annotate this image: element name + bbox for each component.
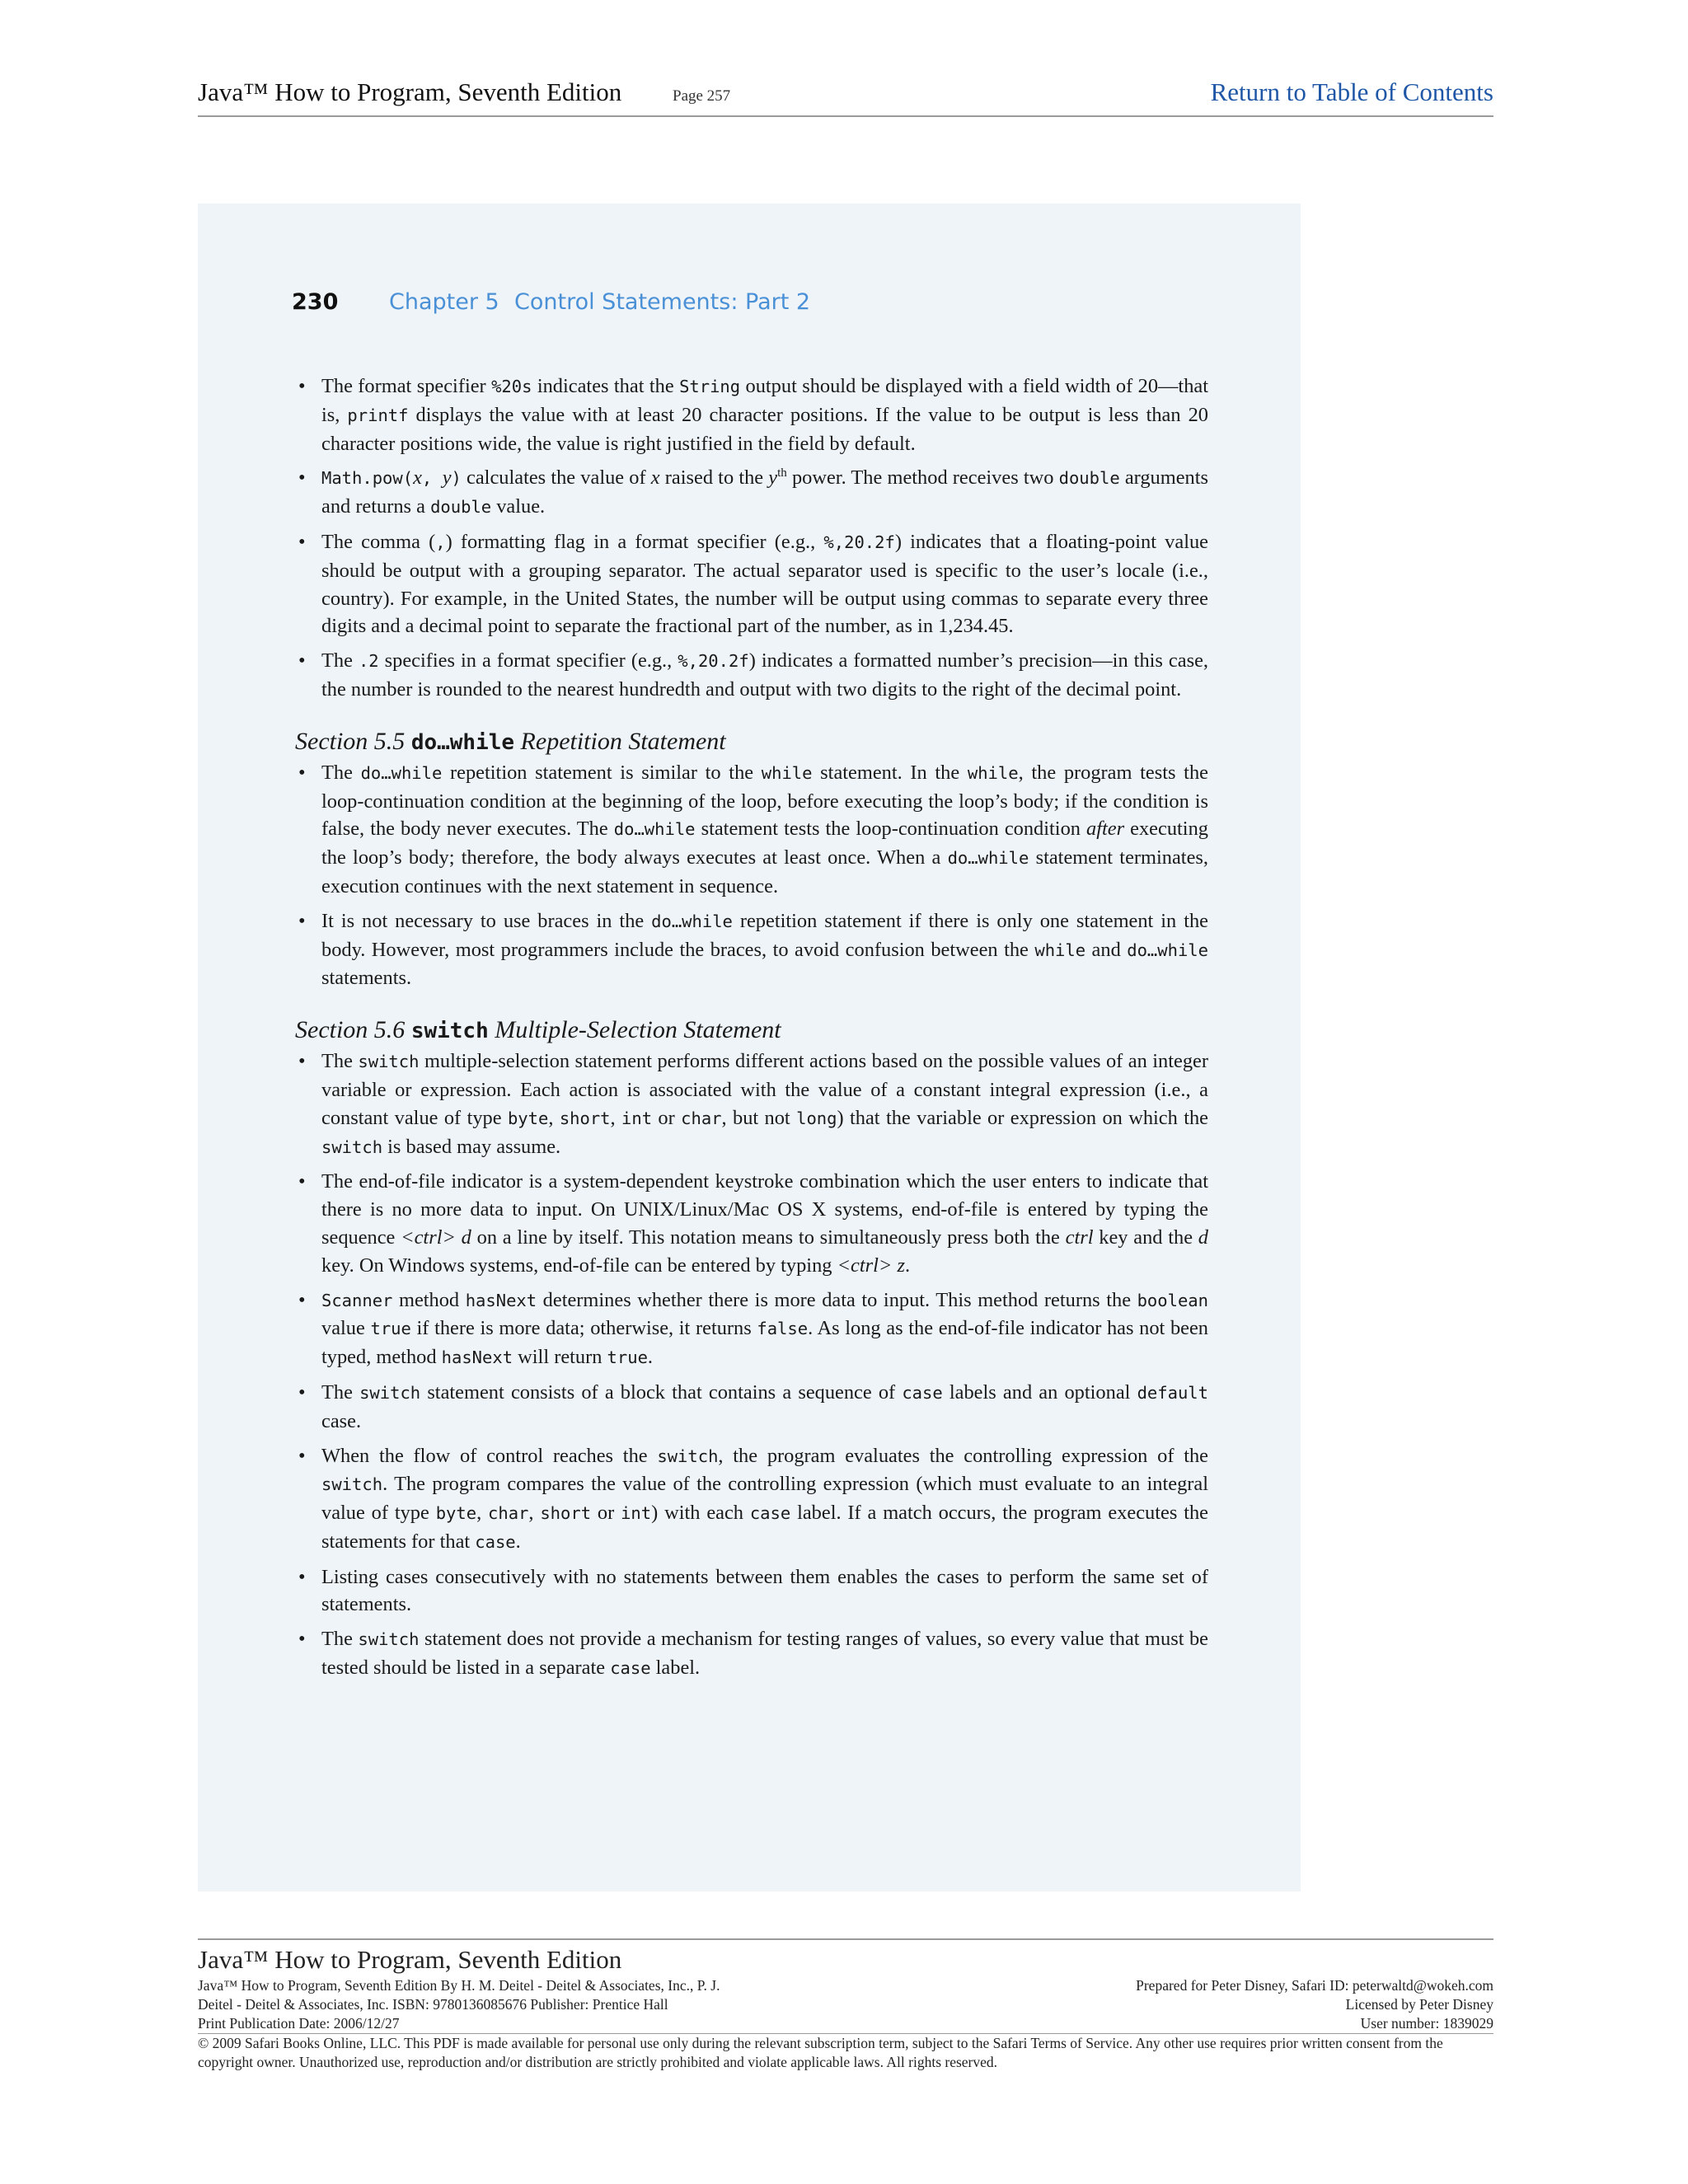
var: x — [413, 466, 422, 490]
text: , but not — [721, 1106, 797, 1129]
code: true — [607, 1347, 648, 1368]
code: while — [1034, 940, 1086, 960]
text: case. — [321, 1409, 362, 1432]
emphasis: <ctrl> z — [837, 1254, 905, 1277]
text: ) with each — [651, 1502, 750, 1525]
text: value. — [491, 495, 546, 518]
emphasis: <ctrl> d — [401, 1226, 471, 1249]
text: if there is more data; otherwise, it returns — [410, 1317, 757, 1340]
user-number: User number: 1839029 — [1360, 2015, 1493, 2032]
code: switch — [358, 1629, 420, 1650]
text: ) formatting flag in a format specifier (e.g., — [445, 530, 824, 553]
text: statement tests the loop-continuation condition — [695, 818, 1087, 841]
text: The — [321, 1628, 359, 1651]
summary-bullet — [295, 907, 1208, 992]
code: byte — [435, 1503, 477, 1524]
code: %,20.2f — [678, 651, 749, 672]
summary-bullet — [295, 1168, 1208, 1279]
text: Repetition Statement — [514, 727, 726, 755]
text: label. — [650, 1657, 701, 1680]
text: . The program compares the value of the controlling expression (which must evaluate to an integral value of type — [321, 1473, 1208, 1525]
text: displays the value with at least 20 character positions. If the value to be output is less than 20 character positions wide, the value is right justified in the field by default. — [321, 403, 1208, 455]
text: on a line by itself. This notation means to simultaneously press both the — [471, 1226, 1066, 1249]
text: specifies in a format specifier (e.g., — [378, 649, 678, 673]
text: statement. In the — [812, 761, 968, 784]
text: calculates the value of — [461, 466, 651, 490]
text: Section 5.5 — [295, 727, 411, 755]
code: String — [679, 377, 741, 396]
code: ) — [451, 468, 462, 489]
chapter-title: Control Statements: Part 2 — [514, 289, 811, 315]
code: hasNext — [465, 1290, 537, 1310]
section-heading — [295, 1014, 1208, 1047]
emphasis: ctrl — [1065, 1226, 1094, 1249]
text: The — [321, 761, 361, 784]
code: do…while — [947, 848, 1029, 869]
code: printf — [347, 405, 409, 425]
text: power. The method receives two — [786, 466, 1059, 490]
code: switch — [321, 1474, 383, 1495]
code: Scanner — [321, 1290, 393, 1310]
footer-row — [198, 2014, 1493, 2033]
code: do…while — [360, 762, 443, 783]
text: or — [652, 1106, 682, 1129]
summary-bullet — [295, 1442, 1208, 1557]
summary-bullet — [295, 1379, 1208, 1436]
code: short — [559, 1108, 611, 1128]
licensed-by: Licensed by Peter Disney — [1345, 1996, 1493, 2013]
code: , — [435, 532, 446, 552]
summary-bullet — [295, 1563, 1208, 1619]
text: It is not necessary to use braces in the — [321, 909, 652, 932]
text: ) that the variable or expression on which the — [837, 1106, 1209, 1129]
text: label. If a match occurs, the program executes the statements for that — [321, 1502, 1208, 1553]
code: Math.pow( — [321, 468, 414, 489]
summary-bullet — [295, 647, 1208, 704]
code: case — [749, 1503, 791, 1524]
code: while — [761, 762, 813, 783]
text: key. On Windows systems, end-of-file can be entered by typing — [321, 1254, 837, 1277]
isbn-publisher: Deitel - Deitel & Associates, Inc. ISBN: 9780136085676 Publisher: Prentice Hall — [198, 1996, 668, 2013]
var: x — [650, 466, 660, 490]
summary-bullet — [295, 528, 1208, 640]
section-heading — [295, 725, 1208, 759]
copyright-notice: © 2009 Safari Books Online, LLC. This PDF is made available for personal use only during the relevant subscription term, subject to the Safari Terms of Service. Any other use requires prior written consent from the copyright owner. Unauthorized use, reproduction and/or distribution are strictly prohibited and violate applicable laws. All rights reserved. — [198, 2035, 1443, 2070]
text: . As long as the end-of-file indicator has not been typed, method — [321, 1317, 1209, 1369]
code: char — [488, 1503, 529, 1524]
code: char — [681, 1108, 722, 1128]
summary-bullet — [295, 373, 1208, 457]
text: statement terminates, execution continues with the next statement in sequence. — [321, 846, 1208, 898]
code: short — [540, 1503, 592, 1524]
code: switch — [321, 1137, 383, 1157]
text: The comma ( — [321, 530, 436, 553]
code: switch — [410, 1019, 489, 1044]
var: y — [442, 466, 452, 490]
footer-row — [198, 1995, 1493, 2014]
text: will return — [513, 1346, 607, 1369]
text: multiple-selection statement performs different actions based on the possible values of an integer variable or expression. Each action is associated with the value of a constant integral expression (i.e., a constant value of type — [321, 1050, 1208, 1129]
code: case — [475, 1531, 516, 1552]
code: default — [1137, 1382, 1208, 1403]
text: , the program evaluates the controlling expression of the — [718, 1444, 1208, 1467]
summary-bullet — [295, 1286, 1208, 1372]
code: switch — [657, 1446, 719, 1466]
text: , — [528, 1502, 541, 1525]
chapter-header — [292, 289, 811, 316]
text: ) indicates a formatted number’s precision—in this case, the number is rounded to the nearest hundredth and output with two digits to the right of the decimal point. — [321, 649, 1208, 701]
code: boolean — [1137, 1290, 1208, 1310]
code: hasNext — [441, 1347, 513, 1368]
document-footer — [198, 1938, 1493, 2072]
text: The format specifier — [321, 375, 492, 397]
text: repetition statement is similar to the — [442, 761, 762, 784]
document-title: Java™ How to Program, Seventh Edition — [198, 77, 622, 106]
footer-row — [198, 1976, 1493, 1995]
code: do…while — [410, 729, 515, 755]
book-page — [198, 204, 1301, 1891]
summary-body — [295, 373, 1208, 1690]
text: and — [1085, 938, 1128, 961]
code: .2 — [358, 651, 379, 672]
book-credits: Java™ How to Program, Seventh Edition By H. M. Deitel - Deitel & Associates, Inc., P. J. — [198, 1977, 720, 1994]
var: y — [768, 466, 778, 490]
text: Listing cases consecutively with no statements between them enables the cases to perform the same set of statements. — [321, 1565, 1208, 1616]
text: The — [321, 1050, 359, 1073]
prepared-for: Prepared for Peter Disney, Safari ID: peterwaltd@wokeh.com — [1136, 1977, 1493, 1994]
code: long — [796, 1108, 837, 1128]
text: repetition statement if there is only one statement in the body. However, most programmers include the braces, to avoid confusion between the — [321, 909, 1208, 961]
emphasis: after — [1086, 818, 1125, 841]
text: executing the loop’s body; therefore, the body always executes at least once. When a — [321, 818, 1208, 869]
code: , — [421, 468, 443, 489]
text: Section 5.6 — [295, 1016, 411, 1044]
text: The end-of-file indicator is a system-dependent keystroke combination which the user enters to indicate that there is no more data to input. On UNIX/Linux/Mac OS X systems, end-of-file is entered by typing the sequence — [321, 1170, 1208, 1249]
text: method — [392, 1288, 466, 1311]
superscript: th — [777, 466, 787, 480]
text: labels and an optional — [942, 1380, 1137, 1404]
text: The — [321, 1380, 360, 1404]
text: statement consists of a block that contains a sequence of — [420, 1380, 903, 1404]
text: , — [610, 1106, 622, 1129]
book-page-number: 230 — [292, 289, 339, 315]
summary-bullet — [295, 1047, 1208, 1161]
text: , the program tests the loop-continuation condition at the beginning of the loop, before executing the loop’s body; if the condition is false, the body never executes. The — [321, 761, 1208, 841]
code: do…while — [1127, 940, 1208, 960]
text: When the flow of control reaches the — [321, 1444, 658, 1467]
code: double — [1058, 468, 1120, 489]
text: arguments and returns a — [321, 466, 1209, 518]
summary-bullet — [295, 1625, 1208, 1683]
code: switch — [359, 1382, 421, 1403]
text: statement does not provide a mechanism for testing ranges of values, so every value that must be tested should be listed in a separate — [321, 1628, 1208, 1680]
chapter-label: Chapter 5 — [389, 289, 499, 315]
code: case — [902, 1382, 943, 1403]
page-indicator: Page 257 — [673, 87, 731, 105]
summary-bullet — [295, 464, 1208, 522]
text: . — [515, 1530, 521, 1553]
text: output should be displayed with a field width of 20—that is, — [321, 375, 1208, 426]
document-header — [198, 77, 1493, 117]
summary-bullet — [295, 759, 1208, 901]
text: key and the — [1093, 1226, 1198, 1249]
text: . — [647, 1346, 654, 1369]
code: byte — [507, 1108, 549, 1128]
code: true — [370, 1319, 411, 1339]
code: do…while — [651, 911, 733, 931]
text: The — [321, 649, 359, 673]
emphasis: d — [1198, 1226, 1208, 1249]
code: double — [430, 497, 492, 518]
code: case — [610, 1658, 651, 1679]
text: ) indicates that a floating-point value should be output with a grouping separator. The actual separator used is specific to the user’s locale (i.e., country). For example, in the United States, the number will be output using commas to separate every three digits and a decimal point to separate the fractional part of the number, as in 1,234.45. — [321, 530, 1208, 638]
code: do…while — [613, 819, 696, 840]
code: int — [621, 1108, 653, 1128]
code: switch — [358, 1052, 420, 1072]
text: is based may assume. — [382, 1135, 561, 1158]
footer-title: Java™ How to Program, Seventh Edition — [198, 1945, 622, 1974]
text: statements. — [321, 967, 412, 990]
code: false — [757, 1319, 809, 1339]
text: . — [904, 1254, 911, 1277]
return-to-toc-link[interactable]: Return to Table of Contents — [1210, 77, 1493, 106]
text: indicates that the — [532, 375, 680, 397]
code: int — [621, 1503, 652, 1524]
code: while — [967, 762, 1019, 783]
text: Multiple-Selection Statement — [488, 1016, 781, 1044]
text: , — [476, 1502, 489, 1525]
publication-date: Print Publication Date: 2006/12/27 — [198, 2015, 400, 2032]
text: raised to the — [659, 466, 769, 490]
code: %20s — [491, 377, 532, 396]
code: %,20.2f — [823, 532, 895, 552]
text: determines whether there is more data to input. This method returns the — [537, 1288, 1137, 1311]
text: value — [321, 1317, 371, 1340]
text: or — [591, 1502, 621, 1525]
text: , — [548, 1106, 560, 1129]
